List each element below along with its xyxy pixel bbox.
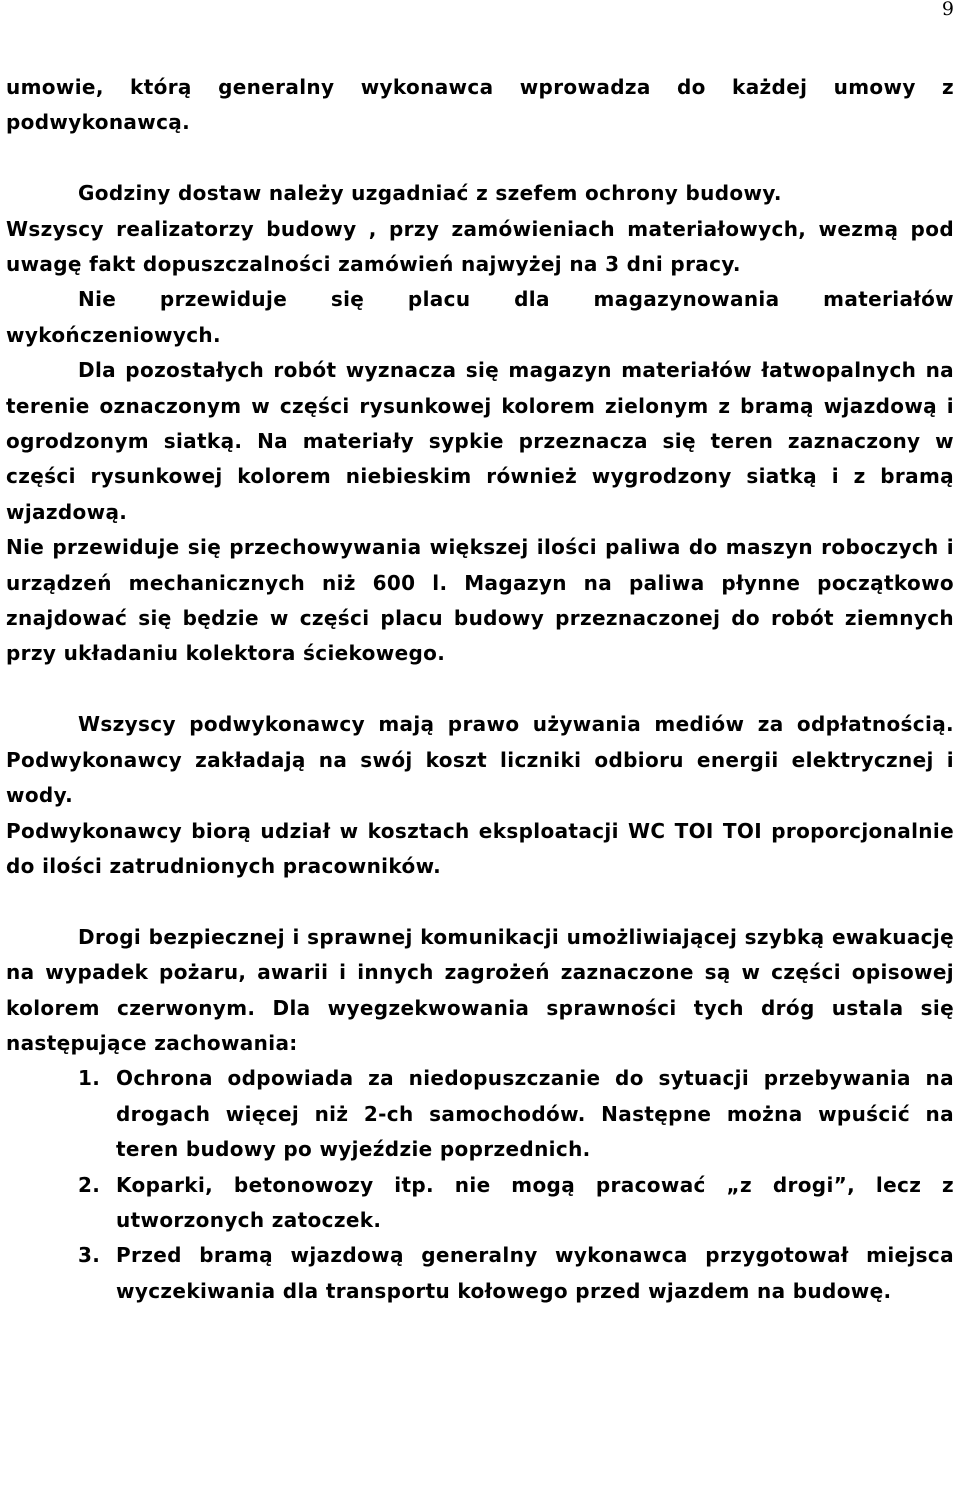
paragraph-toilet-costs: Podwykonawcy biorą udział w kosztach eksploatacji WC TOI TOI proporcjonalnie do ilości zatrudnionych pracowników. xyxy=(6,818,954,878)
page-number: 9 xyxy=(941,0,954,20)
list-item xyxy=(6,1238,954,1309)
paragraph-material-orders: Wszyscy realizatorzy budowy , przy zamówieniach materiałowych, wezmą pod uwagę fakt dopuszczalności zamówień najwyżej na 3 dni pracy. xyxy=(6,216,954,277)
paragraph-finishing-storage: Nie przewiduje się placu dla magazynowania materiałów wykończeniowych. xyxy=(6,287,954,347)
paragraph-evacuation-routes: Drogi bezpiecznej i sprawnej komunikacji umożliwiającej szybką ewakuację na wypadek pożaru, awarii i innych zagrożeń zaznaczone są w części opisowej kolorem czerwonym. Dla wyegzekwowania sprawności tych dróg ustala się następujące zachowania: xyxy=(6,924,954,1055)
paragraph-delivery-hours: Godziny dostaw należy uzgadniać z szefem ochrony budowy. xyxy=(78,181,782,206)
document-body xyxy=(6,70,954,1309)
list-item-number: 3. xyxy=(78,1243,101,1268)
list-item xyxy=(6,1168,954,1239)
paragraph-fuel-storage: Nie przewiduje się przechowywania większej ilości paliwa do maszyn roboczych i urządzeń mechanicznych niż 600 l. Magazyn na paliwa płynne początkowo znajdować się będzie w części placu budowy przeznaczonej do robót ziemnych przy układaniu kolektora ściekowego. xyxy=(6,535,954,666)
list-item-number: 2. xyxy=(78,1172,101,1197)
list-item-text: Ochrona odpowiada za niedopuszczanie do sytuacji przebywania na drogach więcej niż 2-ch samochodów. Następne można wpuścić na teren budowy po wyjeździe poprzednich. xyxy=(116,1066,954,1162)
paragraph-storage-areas: Dla pozostałych robót wyznacza się magazyn materiałów łatwopalnych na terenie oznaczonym w części rysunkowej kolorem zielonym z bramą wjazdową i ogrodzonym siatką. Na materiały sypkie przeznacza się teren zaznaczony w części rysunkowej kolorem niebieskim również wygrodzony siatką i z bramą wjazdową. xyxy=(6,358,954,524)
paragraph-media: Wszyscy podwykonawcy mają prawo używania mediów za odpłatnością. Podwykonawcy zakładają na swój koszt liczniki odbioru energii elektrycznej i wody. xyxy=(6,712,954,808)
list-item-text: Przed bramą wjazdową generalny wykonawca przygotował miejsca wyczekiwania dla transportu kołowego przed wjazdem na budowę. xyxy=(116,1243,954,1303)
list-item-text: Koparki, betonowozy itp. nie mogą pracować „z drogi”, lecz z utworzonych zatoczek. xyxy=(116,1172,954,1232)
list-item xyxy=(6,1061,954,1167)
list-item-number: 1. xyxy=(78,1066,101,1091)
rules-list xyxy=(6,1061,954,1309)
paragraph-contract: umowie, którą generalny wykonawca wprowadza do każdej umowy z podwykonawcą. xyxy=(6,75,954,135)
